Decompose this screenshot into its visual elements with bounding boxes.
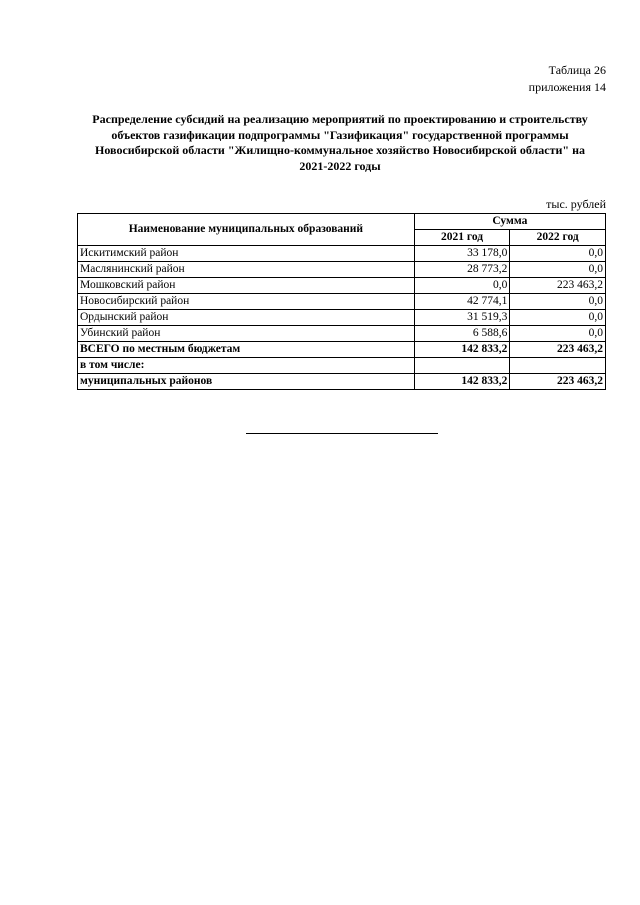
total-label: ВСЕГО по местным бюджетам bbox=[78, 342, 415, 358]
total-2022: 223 463,2 bbox=[510, 342, 606, 358]
table-row bbox=[78, 262, 606, 278]
district-name: Убинский район bbox=[78, 326, 415, 342]
value-2021: 28 773,2 bbox=[414, 262, 510, 278]
value-2022: 0,0 bbox=[510, 294, 606, 310]
including-label: в том числе: bbox=[78, 358, 415, 374]
municipal-row bbox=[78, 374, 606, 390]
table-row bbox=[78, 278, 606, 294]
title-line: объектов газификации подпрограммы "Газификация" государственной программы bbox=[111, 127, 569, 142]
value-2021: 31 519,3 bbox=[414, 310, 510, 326]
title-line: Распределение субсидий на реализацию мероприятий по проектированию и строительству bbox=[92, 112, 588, 126]
total-row bbox=[78, 342, 606, 358]
closing-divider bbox=[246, 433, 438, 434]
subsidy-table bbox=[77, 213, 606, 390]
including-2021 bbox=[414, 358, 510, 374]
total-2021: 142 833,2 bbox=[414, 342, 510, 358]
table-row bbox=[78, 246, 606, 262]
value-2022: 0,0 bbox=[510, 246, 606, 262]
including-2022 bbox=[510, 358, 606, 374]
column-header-2021: 2021 год bbox=[414, 230, 510, 246]
district-name: Мошковский район bbox=[78, 278, 415, 294]
municipal-2022: 223 463,2 bbox=[510, 374, 606, 390]
units-label: тыс. рублей bbox=[546, 197, 606, 211]
including-row bbox=[78, 358, 606, 374]
value-2022: 0,0 bbox=[510, 310, 606, 326]
column-header-2022: 2022 год bbox=[510, 230, 606, 246]
district-name: Ордынский район bbox=[78, 310, 415, 326]
appendix-reference: приложения 14 bbox=[528, 80, 606, 94]
value-2021: 6 588,6 bbox=[414, 326, 510, 342]
value-2021: 33 178,0 bbox=[414, 246, 510, 262]
column-header-name: Наименование муниципальных образований bbox=[78, 214, 415, 246]
value-2022: 0,0 bbox=[510, 326, 606, 342]
value-2021: 42 774,1 bbox=[414, 294, 510, 310]
district-name: Маслянинский район bbox=[78, 262, 415, 278]
title-line: 2021-2022 годы bbox=[299, 158, 381, 173]
document-title bbox=[80, 112, 600, 174]
value-2022: 0,0 bbox=[510, 262, 606, 278]
district-name: Новосибирский район bbox=[78, 294, 415, 310]
table-row bbox=[78, 326, 606, 342]
district-name: Искитимский район bbox=[78, 246, 415, 262]
table-row bbox=[78, 294, 606, 310]
value-2022: 223 463,2 bbox=[510, 278, 606, 294]
table-reference: Таблица 26 bbox=[548, 63, 606, 77]
table-row bbox=[78, 310, 606, 326]
municipal-2021: 142 833,2 bbox=[414, 374, 510, 390]
municipal-label: муниципальных районов bbox=[78, 374, 415, 390]
title-line: Новосибирской области "Жилищно-коммунальное хозяйство Новосибирской области" на bbox=[95, 143, 585, 157]
value-2021: 0,0 bbox=[414, 278, 510, 294]
column-header-sum: Сумма bbox=[414, 214, 605, 230]
